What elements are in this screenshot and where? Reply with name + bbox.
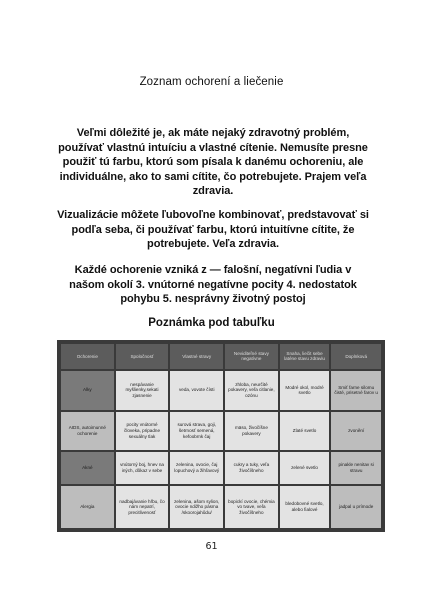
visualization-paragraph: Vizualizácie môžete ľubovoľne kombinovať, predstavovať si podľa seba, či používať farbu, ktorú intuitívne cítite, že potrebujete. Veľa zdravia. [57,209,369,251]
table-cell: pocity vnútorné človeka, pripadne sexuálny tlak [116,412,169,451]
page-number: 61 [205,541,218,552]
table-cell: cukry a tuky, veľa živočíšneho [225,452,278,484]
table-cell: zelenina, ašom sylion, ovocie ndižho pásma /skoorojahůdu/ [170,486,223,528]
table-note-heading: Poznámka pod tabuľku [148,317,275,329]
table-header-cell: Spoločnosť [116,344,169,369]
table-cell: Zlaté svetlo [280,412,330,451]
table-row [61,412,381,451]
table-cell: Alky [61,371,114,410]
table-cell: Alergia [61,486,114,528]
table-cell: bopickí ovocie, chémia vo tvave, veľa živočíšneho [225,486,278,528]
table-cell: zhloba, neurčité pokavery, veľa citlanie, ozónu [225,371,278,410]
intro-paragraph: Veľmi dôležité je, ak máte nejaký zdravotný problém, používať vlastnú intuíciu a vlastné cítenie. Nemusíte presne použiť tú farbu, ktorú som písala k danému ochoreniu, ale individuálne, ako to sami cítite, čo potrebujete. Prajem veľa zdravia. [58,127,368,198]
table-cell: AIDS, autoimunné ochorenie [61,412,114,451]
table-cell: Modré okol, modré svetlo [280,371,330,410]
table-header-cell: Ochorenie [61,344,114,369]
table-cell: bledobovné svetlo, alebo fialové [280,486,330,528]
table-cell: mäso, živočíšne pokavery [225,412,278,451]
table-cell: jadpal u prímode [331,486,381,528]
table-row [61,452,381,484]
table-row [61,486,381,528]
table-header-cell: Snaha, liečit sebe laténe stavu zdraviu [280,344,330,369]
table-row [61,371,381,410]
table-cell: pinakle nenitav si stravu [331,452,381,484]
table-header-row [61,344,381,369]
causes-paragraph: Každé ochorenie vzniká z — falošní, negatívni ľudia v našom okolí 3. vnútorné negatívne pocity 4. nedostatok pohybu 5. nesprávny životný postoj [69,264,357,306]
table-cell: Smiť farne silomu čisté, prisetné farov u [331,371,381,410]
table-header-cell: Doplnková [331,344,381,369]
table-header-cell: Vlastné stravy [170,344,223,369]
document-title: Zoznam ochorení a liečenie [139,76,284,88]
table-cell: veda, vovote čísti [170,371,223,410]
table-header-cell: Neviditeľné stavy negatívne [225,344,278,369]
table-cell: vnútorný boj, hnev na iných, dôkaz v sebe [116,452,169,484]
table-cell: zelenina, ovocie, čaj lopuchový a žihľavový [170,452,223,484]
table-cell: zelené svetlo [280,452,330,484]
table-cell: Akné [61,452,114,484]
table-cell: surová strava, goji, šetrnosť semená, kefoobrnk čaj [170,412,223,451]
table-cell: nadbajávanie hŕbu, čo nám nepatrí, precitlivenosť [116,486,169,528]
table-cell: zvonění [331,412,381,451]
table-cell: nespávanie myšlienky,sekati zjasnenie [116,371,169,410]
disease-table [57,340,385,532]
